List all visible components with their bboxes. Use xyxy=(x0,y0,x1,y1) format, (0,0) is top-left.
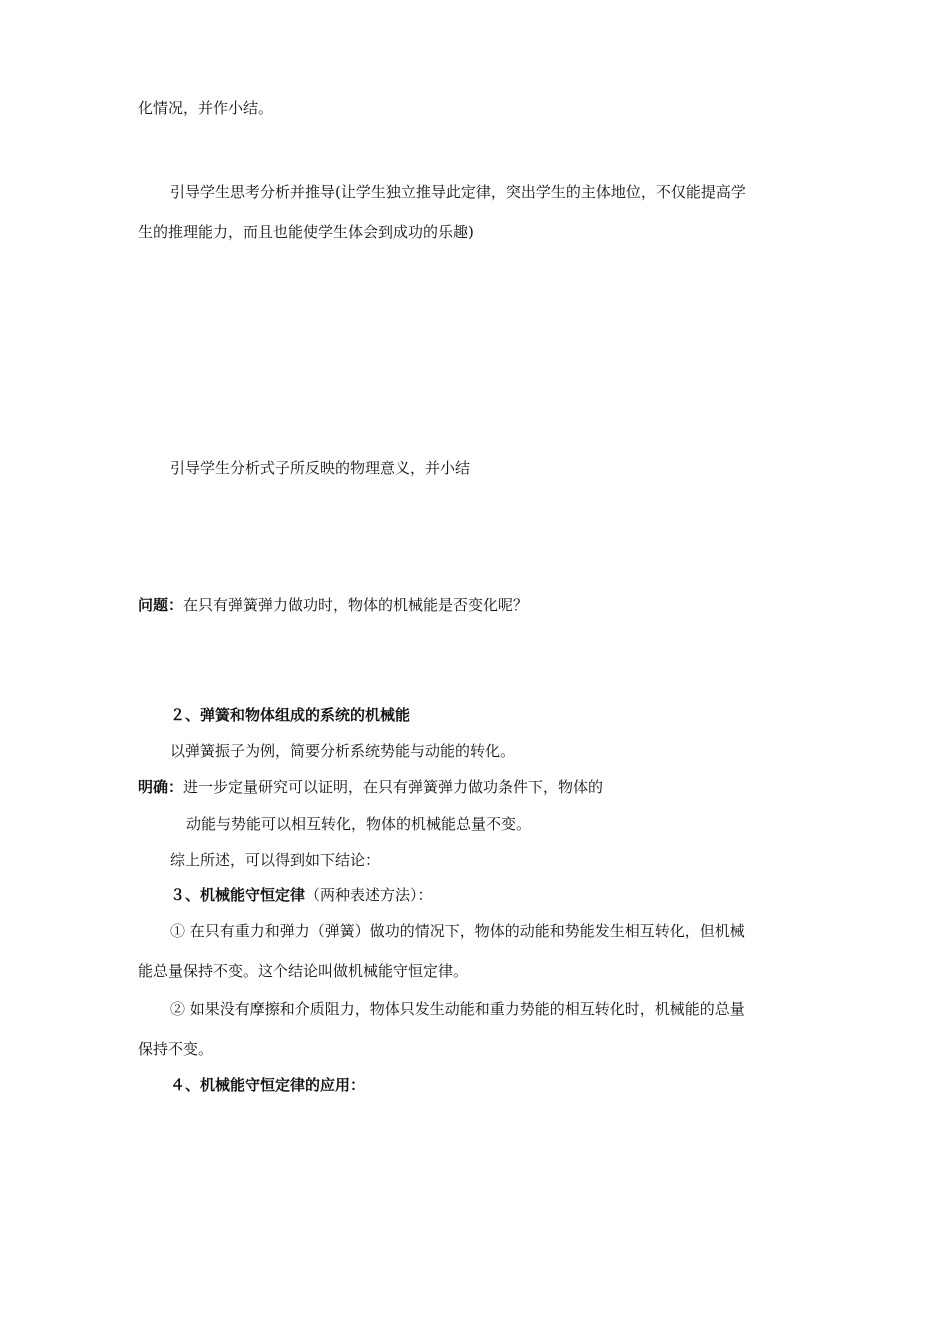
clarification-label: 明确： xyxy=(138,778,184,796)
heading-text: ３、机械能守恒定律 xyxy=(170,886,306,904)
paragraph-line: 动能与势能可以相互转化，物体的机械能总量不变。 xyxy=(186,815,532,833)
paragraph-line: 生的推理能力，而且也能使学生体会到成功的乐趣) xyxy=(138,223,474,241)
section-heading-4: ４、机械能守恒定律的应用： xyxy=(170,1076,366,1094)
question-text: 在只有弹簧弹力做功时，物体的机械能是否变化呢？ xyxy=(183,596,529,614)
paragraph-line: 保持不变。 xyxy=(138,1040,214,1058)
paragraph-line: 引导学生分析式子所反映的物理意义，并小结 xyxy=(170,459,471,477)
section-heading-2: ２、弹簧和物体组成的系统的机械能 xyxy=(170,706,411,724)
paragraph-line: 综上所述，可以得到如下结论： xyxy=(170,851,381,869)
paragraph-line: 以弹簧振子为例，简要分析系统势能与动能的转化。 xyxy=(170,742,516,760)
paragraph-line: 化情况，并作小结。 xyxy=(138,99,274,117)
question-line xyxy=(138,594,828,616)
heading-suffix: （两种表述方法）： xyxy=(305,886,433,904)
paragraph-line: ② 如果没有摩擦和介质阻力，物体只发生动能和重力势能的相互转化时，机械能的总量 xyxy=(170,1000,745,1018)
paragraph-line: ① 在只有重力和弹力（弹簧）做功的情况下，物体的动能和势能发生相互转化，但机械 xyxy=(170,922,745,940)
paragraph-line: 能总量保持不变。这个结论叫做机械能守恒定律。 xyxy=(138,962,469,980)
clarification-line xyxy=(138,776,828,798)
section-heading-3 xyxy=(170,884,860,906)
paragraph-line: 引导学生思考分析并推导(让学生独立推导此定律，突出学生的主体地位，不仅能提高学 xyxy=(170,183,746,201)
clarification-text: 进一步定量研究可以证明，在只有弹簧弹力做功条件下，物体的 xyxy=(183,778,604,796)
question-label: 问题： xyxy=(138,596,184,614)
